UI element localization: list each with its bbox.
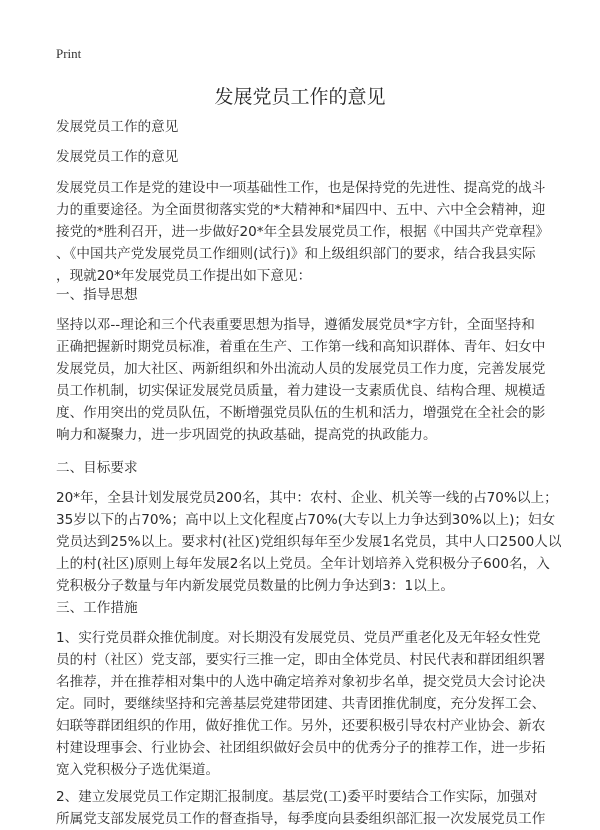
- guiding-paragraph: [56, 314, 545, 446]
- paragraph-line: 发展党员工作是党的建设中一项基础性工作，也是保持党的先进性、提高党的战斗: [56, 180, 546, 196]
- paragraph-line: ，现就20*年发展党员工作提出如下意见：: [56, 268, 312, 284]
- paragraph-line: 响力和凝聚力，进一步巩固党的执政基础，提高党的执政能力。: [56, 427, 437, 443]
- paragraph-line: 宽入党积极分子选优渠道。: [56, 762, 220, 778]
- paragraph-line: 1、实行党员群众推优制度。对长期没有发展党员、党员严重老化及无年轻女性党: [56, 630, 541, 646]
- paragraph-line: 力的重要途径。为全面贯彻落实党的*大精神和*届四中、五中、六中全会精神，迎: [56, 202, 546, 218]
- subtitle-2: [56, 146, 178, 168]
- section-heading-2: [56, 457, 138, 479]
- measures-paragraph-1: [56, 627, 545, 781]
- subtitle-text: 发展党员工作的意见: [56, 149, 179, 165]
- subtitle-1: [56, 116, 178, 138]
- section-heading-1: [56, 284, 138, 306]
- document-title: 发展党员工作的意见: [214, 86, 386, 108]
- paragraph-line: 所属党支部发展党员工作的督查指导，每季度向县委组织部汇报一次发展党员工作: [56, 811, 546, 827]
- intro-paragraph: [56, 177, 549, 287]
- paragraph-line: 坚持以邓--理论和三个代表重要思想为指导，遵循发展党员*字方针，全面坚持和: [56, 317, 535, 333]
- paragraph-line: 度、作用突出的党员队伍，不断增强党员队伍的生机和活力，增强党在全社会的影: [56, 405, 546, 421]
- paragraph-line: 员的村（社区）党支部，要实行三推一定，即由全体党员、村民代表和群团组织署: [56, 652, 546, 668]
- targets-paragraph: [56, 487, 561, 597]
- paragraph-line: 村建设理事会、行业协会、社团组织做好会员中的优秀分子的推荐工作，进一步拓: [56, 740, 546, 756]
- paragraph-line: 20*年，全县计划发展党员200名，其中：农村、企业、机关等一线的占70%以上；: [56, 490, 558, 506]
- paragraph-line: 、《中国共产党发展党员工作细则(试行)》和上级组织部门的要求，结合我县实际: [56, 246, 536, 262]
- measures-paragraph-2: [56, 786, 545, 830]
- subtitle-text: 发展党员工作的意见: [56, 119, 179, 135]
- paragraph-line: 2、建立发展党员工作定期汇报制度。基层党(工)委平时要结合工作实际，加强对: [56, 789, 538, 805]
- paragraph-line: 正确把握新时期党员标准，着重在生产、工作第一线和高知识群体、青年、妇女中: [56, 339, 546, 355]
- paragraph-line: 定。同时，要继续坚持和完善基层党建带团建、共青团推优制度，充分发挥工会、: [56, 696, 546, 712]
- paragraph-line: 名推荐，并在推荐相对集中的人选中确定培养对象初步名单，提交党员大会讨论决: [56, 674, 546, 690]
- paragraph-line: 发展党员，加大社区、两新组织和外出流动人员的发展党员工作力度，完善发展党: [56, 361, 546, 377]
- paragraph-line: 党积极分子数量与年内新发展党员数量的比例力争达到3：1以上。: [56, 578, 454, 594]
- paragraph-line: 妇联等群团组织的作用，做好推优工作。另外，还要积极引导农村产业协会、新农: [56, 718, 546, 734]
- section-heading-3: [56, 597, 138, 619]
- heading-text: 二、目标要求: [56, 460, 138, 476]
- print-label: Print: [56, 46, 82, 61]
- heading-text: 一、指导思想: [56, 287, 138, 303]
- paragraph-line: 员工作机制，切实保证发展党员质量，着力建设一支素质优良、结构合理、规模适: [56, 383, 546, 399]
- paragraph-line: 党员达到25%以上。要求村(社区)党组织每年至少发展1名党员，其中人口2500人以: [56, 534, 562, 550]
- paragraph-line: 接党的*胜利召开，进一步做好20*年全县发展党员工作，根据《中国共产党章程》: [56, 224, 550, 240]
- paragraph-line: 35岁以下的占70%；高中以上文化程度占70%(大专以上力争达到30%以上)；妇女: [56, 512, 556, 528]
- heading-text: 三、工作措施: [56, 600, 138, 616]
- paragraph-line: 上的村(社区)原则上每年发展2名以上党员。全年计划培养入党积极分子600名，入: [56, 556, 550, 572]
